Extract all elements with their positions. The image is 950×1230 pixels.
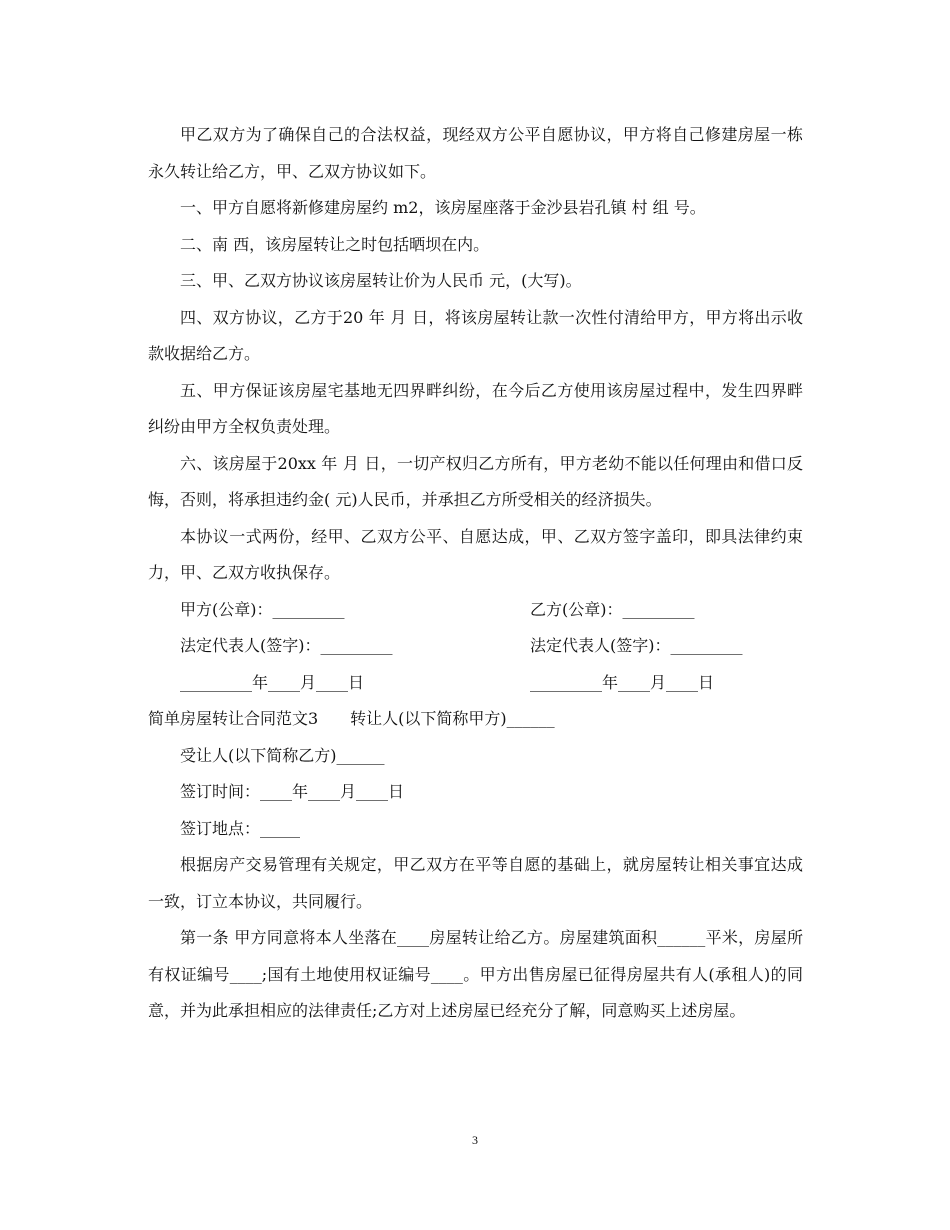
- party-a-date: _________年____月____日: [180, 672, 365, 692]
- party-b-seal: 乙方(公章)：_________: [530, 599, 695, 619]
- signature-row-date: [148, 665, 803, 702]
- paragraph-article-1: 第一条 甲方同意将本人坐落在____房屋转让给乙方。房屋建筑面积______平米，房屋所有权证编号____;国有土地使用权证编号____。甲方出售房屋已征得房屋共有人(承租人)的同意，并为此承担相应的法律责任;乙方对上述房屋已经充分了解，同意购买上述房屋。: [148, 928, 803, 1020]
- sign-time-line: 签订时间：____年____月____日: [180, 782, 405, 801]
- paragraph-closing: 本协议一式两份，经甲、乙双方公平、自愿达成，甲、乙双方签字盖印，即具法律约束力，甲、乙双方收执保存。: [148, 526, 803, 582]
- paragraph-clause-1: 一、甲方自愿将新修建房屋约 m2，该房屋座落于金沙县岩孔镇 村 组 号。: [180, 198, 706, 217]
- paragraph-intro: 甲乙双方为了确保自己的合法权益，现经双方公平自愿协议，甲方将自己修建房屋一栋永久转让给乙方，甲、乙双方协议如下。: [148, 125, 803, 181]
- paragraph-clause-2: 二、南 西，该房屋转让之时包括晒坝在内。: [180, 234, 490, 254]
- party-b-date: _________年____月____日: [530, 672, 715, 692]
- paragraph-clause-5: 五、甲方保证该房屋宅基地无四界畔纠纷，在今后乙方使用该房屋过程中，发生四界畔纠纷由甲方全权负责处理。: [148, 380, 803, 436]
- paragraph-clause-4: 四、双方协议，乙方于20 年 月 日，将该房屋转让款一次性付清给甲方，甲方将出示收款收据给乙方。: [148, 307, 803, 363]
- page-number: 3: [472, 1133, 478, 1147]
- paragraph-basis: 根据房产交易管理有关规定，甲乙双方在平等自愿的基础上，就房屋转让相关事宜达成一致，订立本协议，共同履行。: [148, 855, 803, 911]
- transferee-line: 受让人(以下简称乙方)______: [180, 745, 385, 765]
- document-body: [148, 117, 803, 1030]
- party-b-representative: 法定代表人(签字)：_________: [530, 636, 743, 655]
- section-3-heading: 简单房屋转让合同范文3 转让人(以下简称甲方)______: [148, 709, 555, 728]
- party-a-representative: 法定代表人(签字)：_________: [180, 636, 393, 655]
- paragraph-clause-3: 三、甲、乙双方协议该房屋转让价为人民币 元，(大写)。: [180, 271, 582, 290]
- paragraph-clause-6: 六、该房屋于20xx 年 月 日，一切产权归乙方所有，甲方老幼不能以任何理由和借口反悔，否则，将承担违约金( 元)人民币，并承担乙方所受相关的经济损失。: [148, 453, 803, 509]
- sign-place-line: 签订地点：_____: [180, 818, 301, 838]
- signature-row-seal: [148, 592, 803, 629]
- signature-row-representative: [148, 628, 803, 665]
- party-a-seal: 甲方(公章)：_________: [180, 599, 345, 619]
